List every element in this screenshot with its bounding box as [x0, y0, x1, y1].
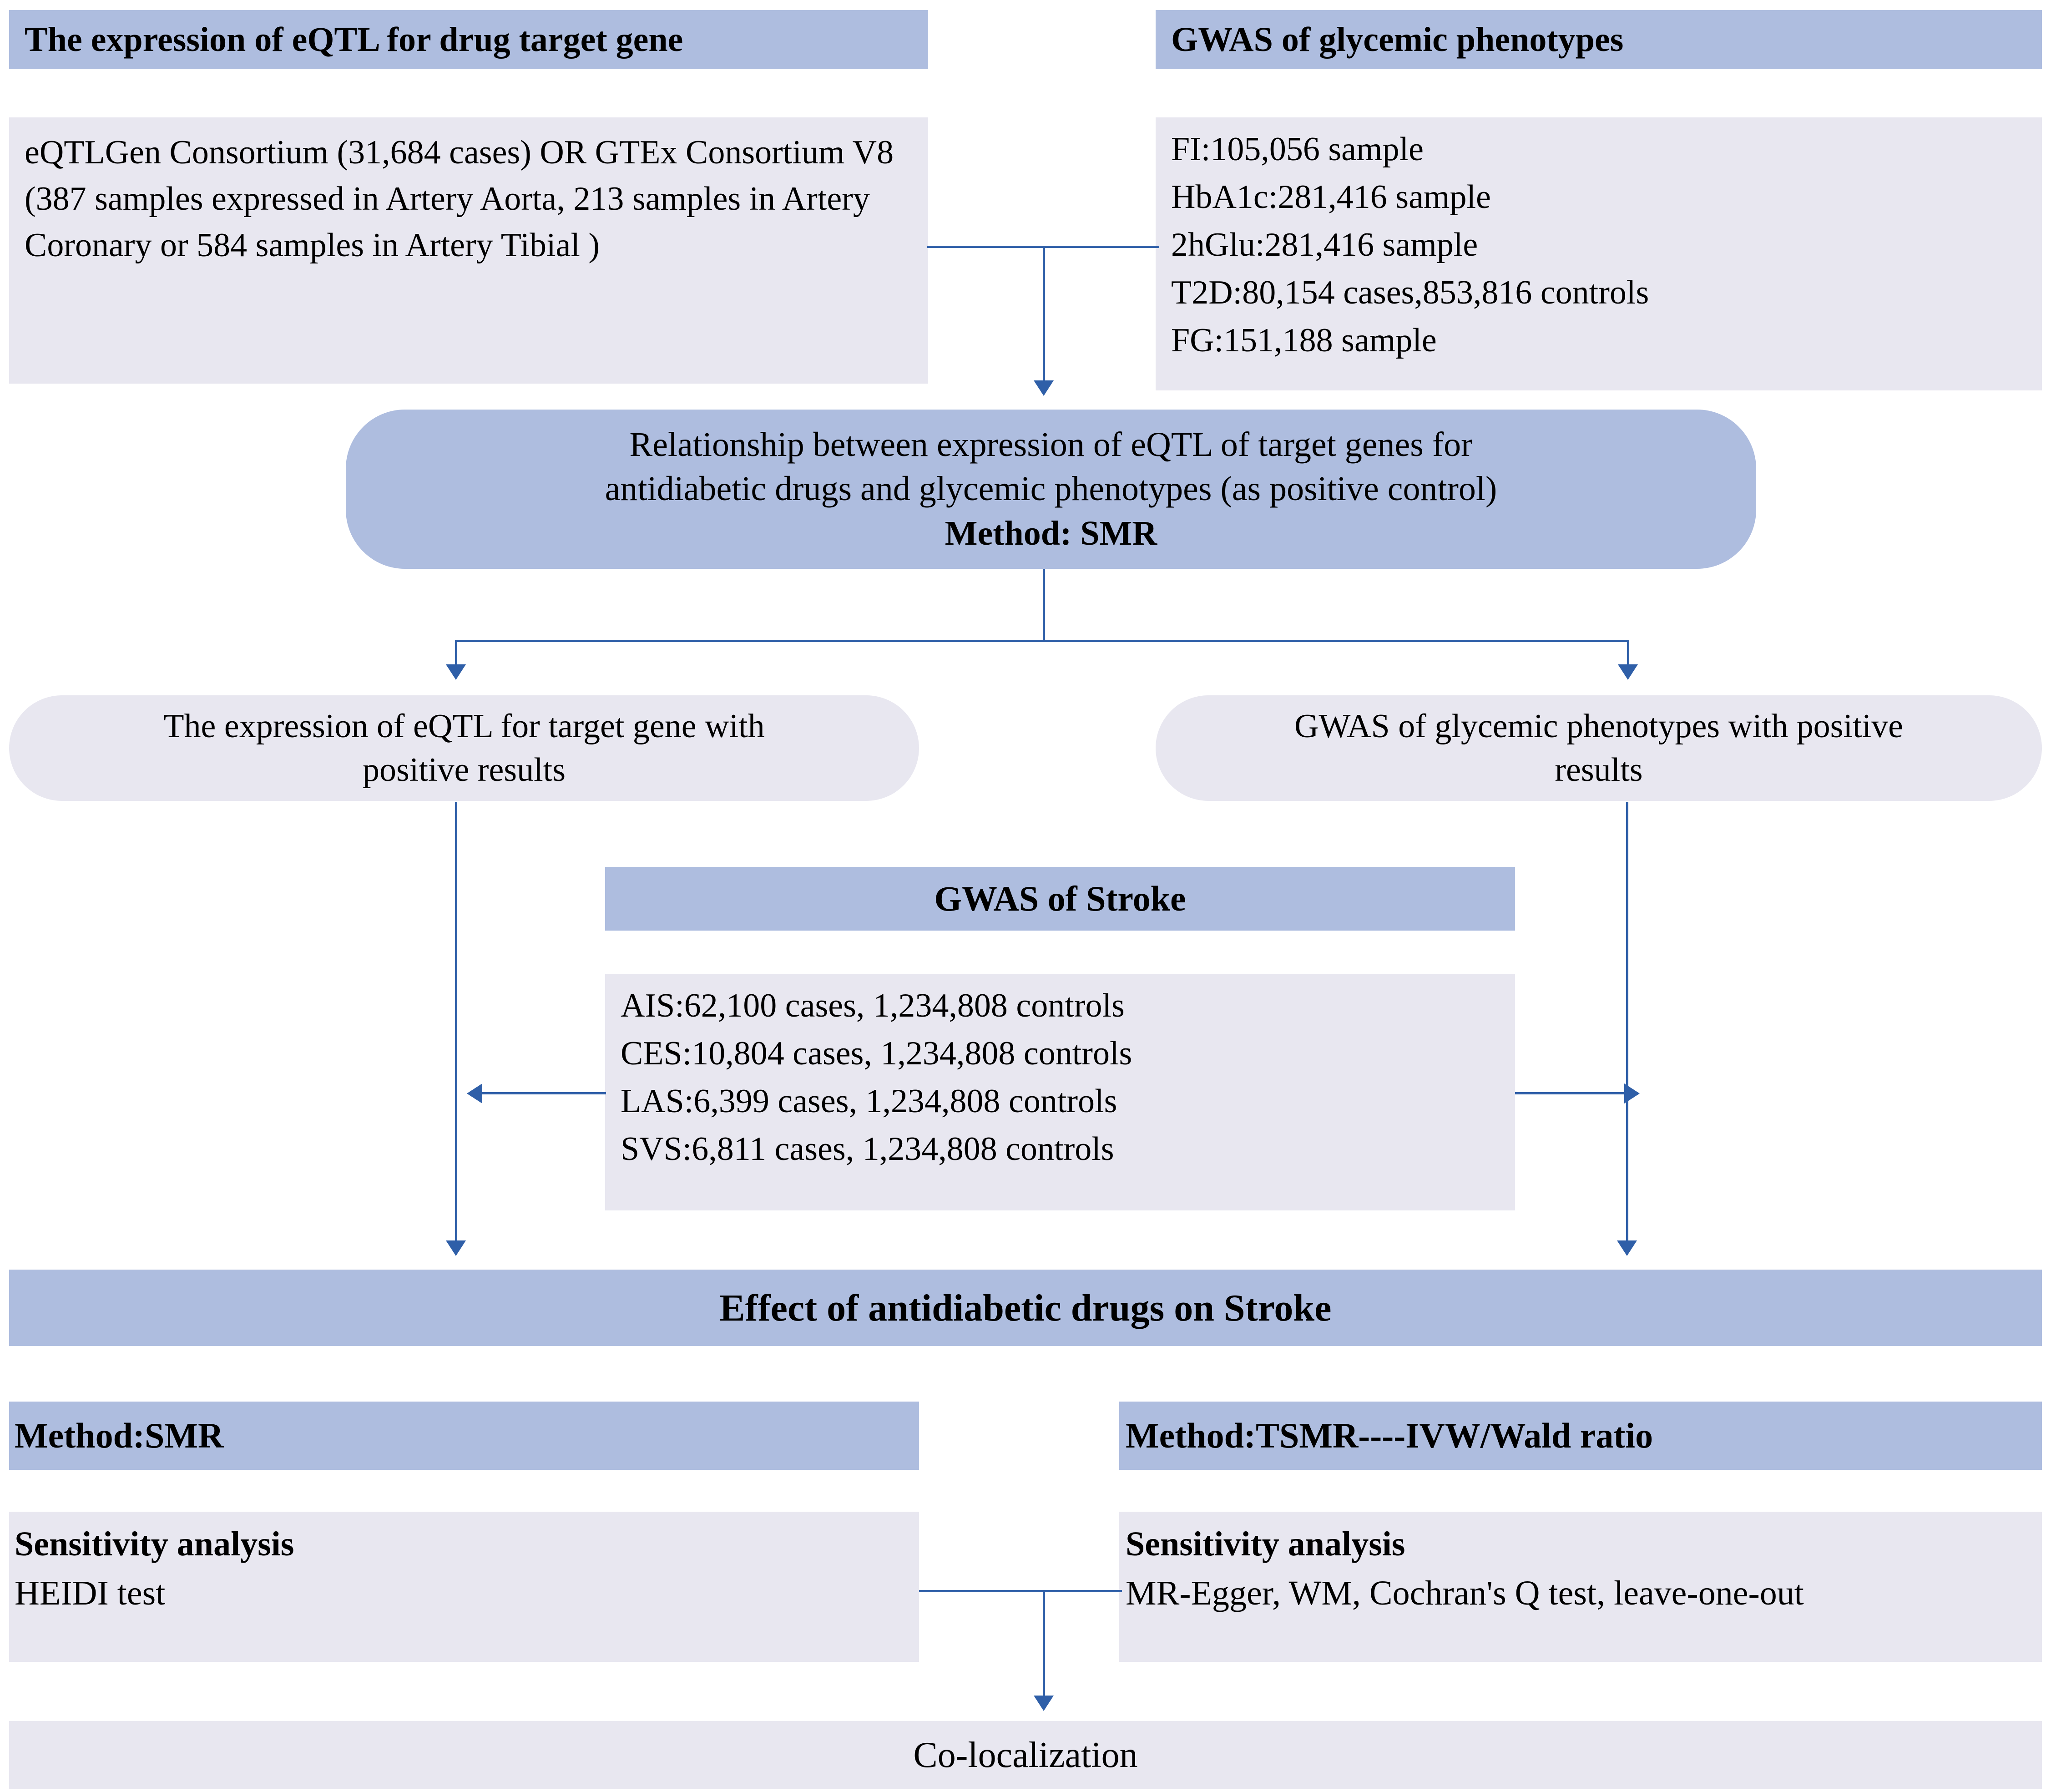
gwas-glycemic-header: [1156, 10, 2042, 69]
gwas-glycemic-line: FI:105,056 sample: [1171, 131, 1424, 168]
sensitivity-right-title: Sensitivity analysis: [1126, 1525, 1405, 1563]
gwas-glycemic-line: FG:151,188 sample: [1171, 322, 1437, 359]
method-smr-bar: [9, 1402, 919, 1470]
connector-split-left-down: [455, 640, 457, 667]
gwas-stroke-header: [605, 867, 1515, 931]
relationship-node: [346, 410, 1756, 569]
gwas-stroke-line: CES:10,804 cases, 1,234,808 controls: [621, 1035, 1132, 1073]
positive-eqtl-line-2: positive results: [362, 751, 566, 789]
connector-right-rail: [1626, 802, 1628, 1243]
arrow-to-positive-left: [446, 664, 466, 680]
gwas-glycemic-header-label: GWAS of glycemic phenotypes: [1171, 20, 1624, 59]
colocalization-label: Co-localization: [913, 1735, 1138, 1775]
gwas-stroke-line: AIS:62,100 cases, 1,234,808 controls: [621, 987, 1125, 1024]
effect-banner: [9, 1270, 2042, 1346]
positive-gwas-line-2: results: [1555, 751, 1643, 789]
arrow-to-colocalization: [1034, 1696, 1054, 1711]
gwas-stroke-header-label: GWAS of Stroke: [934, 879, 1186, 918]
arrow-stroke-left: [467, 1083, 482, 1104]
left-source-header: [9, 10, 928, 69]
sensitivity-right: [1119, 1512, 2042, 1662]
arrow-to-relationship: [1034, 380, 1054, 396]
left-source-body-text: eQTLGen Consortium (31,684 cases) OR GTEx Consortium V8 (387 samples expressed in Artery Aorta, 213 samples in Artery Coronary or 584 samples in Artery Tibial ): [25, 134, 894, 264]
positive-eqtl-line-1: The expression of eQTL for target gene with: [163, 707, 765, 745]
connector-split-right-down: [1627, 640, 1629, 667]
sensitivity-left-text: HEIDI test: [15, 1574, 166, 1612]
positive-gwas-line-1: GWAS of glycemic phenotypes with positive: [1294, 707, 1903, 745]
arrow-left-rail-to-effect: [446, 1240, 466, 1256]
colocalization-box: [9, 1721, 2042, 1789]
relationship-line-2: antidiabetic drugs and glycemic phenotypes (as positive control): [605, 470, 1497, 508]
method-tsmr-label: Method:TSMR----IVW/Wald ratio: [1126, 1416, 1653, 1455]
sensitivity-left: [9, 1512, 919, 1662]
left-source-header-label: The expression of eQTL for drug target gene: [25, 20, 683, 59]
arrow-right-rail-to-effect: [1617, 1240, 1637, 1256]
connector-top-down: [1043, 246, 1045, 382]
relationship-line-1: Relationship between expression of eQTL of target genes for: [629, 425, 1473, 464]
gwas-glycemic-line: 2hGlu:281,416 sample: [1171, 226, 1478, 264]
method-smr-label: Method:SMR: [15, 1416, 224, 1455]
connector-stroke-to-left: [482, 1092, 606, 1094]
gwas-glycemic-line: T2D:80,154 cases,853,816 controls: [1171, 274, 1649, 312]
left-source-body: [9, 117, 928, 384]
arrow-to-positive-right: [1618, 664, 1638, 680]
connector-sensitivity-join: [919, 1590, 1122, 1592]
connector-coloc-down: [1043, 1590, 1045, 1697]
method-tsmr-bar: [1119, 1402, 2042, 1470]
positive-eqtl-node: [9, 695, 919, 801]
gwas-stroke-line: SVS:6,811 cases, 1,234,808 controls: [621, 1130, 1114, 1168]
connector-relationship-stem: [1043, 569, 1045, 642]
gwas-glycemic-body: [1156, 117, 2042, 390]
connector-left-rail: [455, 802, 457, 1243]
gwas-stroke-line: LAS:6,399 cases, 1,234,808 controls: [621, 1083, 1117, 1120]
connector-stroke-to-right: [1515, 1092, 1625, 1094]
relationship-method: Method: SMR: [945, 514, 1157, 552]
sensitivity-left-title: Sensitivity analysis: [15, 1525, 294, 1563]
sensitivity-right-text: MR-Egger, WM, Cochran's Q test, leave-one-out: [1126, 1574, 1804, 1612]
effect-banner-label: Effect of antidiabetic drugs on Stroke: [719, 1286, 1332, 1329]
gwas-stroke-body: [605, 974, 1515, 1210]
gwas-glycemic-line: HbA1c:281,416 sample: [1171, 178, 1491, 216]
connector-relationship-split: [455, 640, 1629, 642]
positive-gwas-node: [1156, 695, 2042, 801]
